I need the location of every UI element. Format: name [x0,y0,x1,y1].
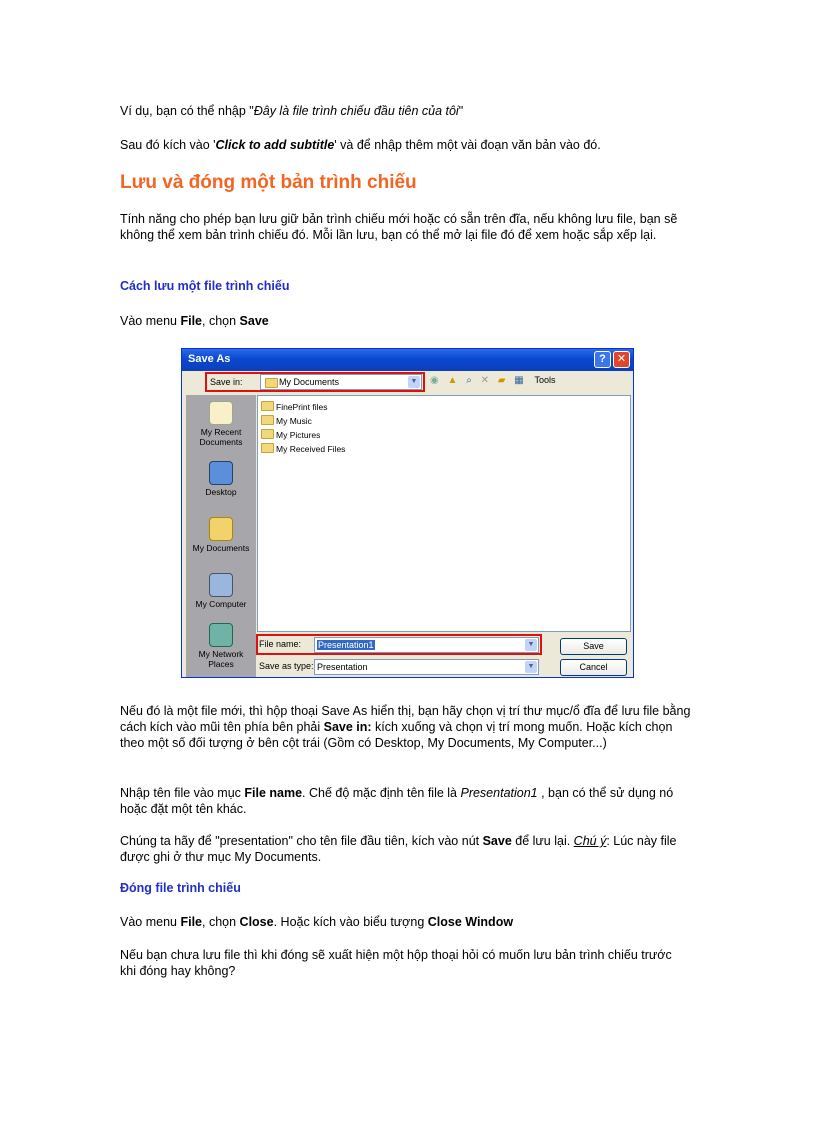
save-as-type-label: Save as type: [259,661,314,671]
place-my-documents[interactable]: My Documents [186,517,256,553]
list-item[interactable]: My Pictures [261,429,320,440]
menu-instruction: Vào menu File, chọn Save [120,314,269,328]
views-icon[interactable]: ▦ [514,375,524,386]
folder-icon [261,401,274,411]
list-item[interactable]: FinePrint files [261,401,328,412]
tools-menu[interactable]: Tools [534,375,556,385]
save-in-value: My Documents [279,377,340,387]
subheading-close-file: Đóng file trình chiếu [120,881,241,895]
up-folder-icon[interactable]: ▲ [447,375,458,386]
dialog-titlebar [182,349,633,371]
chevron-down-icon[interactable]: ▼ [525,661,537,673]
after-dialog-paragraph-1: Nếu đó là một file mới, thì hộp thoại Save As hiển thị, bạn hãy chọn vị trí thư mục/ổ đĩa để lưu file bằng cách kích vào mũi tên phía bên phải Save in: kích xuống và chọn vị trí mong muốn. Hoặc kích chọn theo một số đối tượng ở bên cột trái (Gồm có Desktop, My Documents, My Computer...) [120,704,691,750]
dialog-title: Save As [188,353,231,365]
list-item[interactable]: My Music [261,415,312,426]
network-places-icon [209,623,233,647]
save-in-label: Save in: [210,377,243,387]
pictures-folder-icon [261,429,274,439]
delete-icon[interactable]: ✕ [480,375,489,386]
back-icon[interactable]: ◉ [430,375,439,386]
save-in-highlight [205,372,425,392]
subtitle-paragraph: Sau đó kích vào 'Click to add subtitle' và để nhập thêm một vài đoạn văn bản vào đó. [120,138,601,152]
recent-documents-icon [209,401,233,425]
help-button[interactable]: ? [594,351,611,368]
save-button[interactable]: Save [560,638,627,655]
save-as-type-value: Presentation [317,662,368,672]
place-my-computer[interactable]: My Computer [186,573,256,609]
close-button[interactable]: ✕ [613,351,630,368]
save-as-type-dropdown[interactable] [314,659,539,675]
close-warning-paragraph: Nếu bạn chưa lưu file thì khi đóng sẽ xuất hiện một hộp thoại hỏi có muốn lưu bản trình chiếu trước khi đóng hay không? [120,948,672,978]
file-name-value: Presentation1 [318,640,374,650]
file-name-label: File name: [259,639,302,649]
example-paragraph: Ví dụ, bạn có thể nhập "Đây là file trình chiếu đầu tiên của tôi" [120,104,464,118]
file-list[interactable] [257,395,631,632]
new-folder-icon[interactable]: ▰ [497,375,506,386]
my-computer-icon [209,573,233,597]
places-bar [186,395,256,677]
place-my-network-places[interactable]: My Network Places [186,623,256,669]
intro-save-paragraph: Tính năng cho phép bạn lưu giữ bản trình chiếu mới hoặc có sẵn trên đĩa, nếu không lưu file, bạn sẽ không thể xem bản trình chiếu đó. Mỗi lần lưu, bạn có thể mở lại file đó để xem hoặc sắp xếp lại. [120,212,678,242]
desktop-icon [209,461,233,485]
after-dialog-paragraph-3: Chúng ta hãy để "presentation" cho tên file đầu tiên, kích vào nút Save để lưu lại. Chú ý: Lúc này file được ghi ở thư mục My Documents. [120,834,677,864]
list-item[interactable]: My Received Files [261,443,345,454]
place-my-recent-documents[interactable]: My Recent Documents [186,401,256,447]
close-instruction: Vào menu File, chọn Close. Hoặc kích vào biểu tượng Close Window [120,915,514,929]
file-name-highlight [256,634,542,655]
chevron-down-icon[interactable]: ▼ [525,639,537,651]
chevron-down-icon[interactable]: ▼ [408,376,420,388]
search-web-icon[interactable]: ⌕ [466,375,472,386]
folder-icon [261,443,274,453]
section-heading-save-close: Lưu và đóng một bản trình chiếu [120,172,417,193]
subheading-how-to-save: Cách lưu một file trình chiếu [120,279,290,293]
music-folder-icon [261,415,274,425]
cancel-button[interactable]: Cancel [560,659,627,676]
save-as-dialog [181,348,634,678]
my-documents-icon [209,517,233,541]
toolbar [430,375,556,386]
after-dialog-paragraph-2: Nhập tên file vào mục File name. Chế độ mặc định tên file là Presentation1 , bạn có thể sử dụng nó hoặc đặt một tên khác. [120,786,674,816]
place-desktop[interactable]: Desktop [186,461,256,497]
